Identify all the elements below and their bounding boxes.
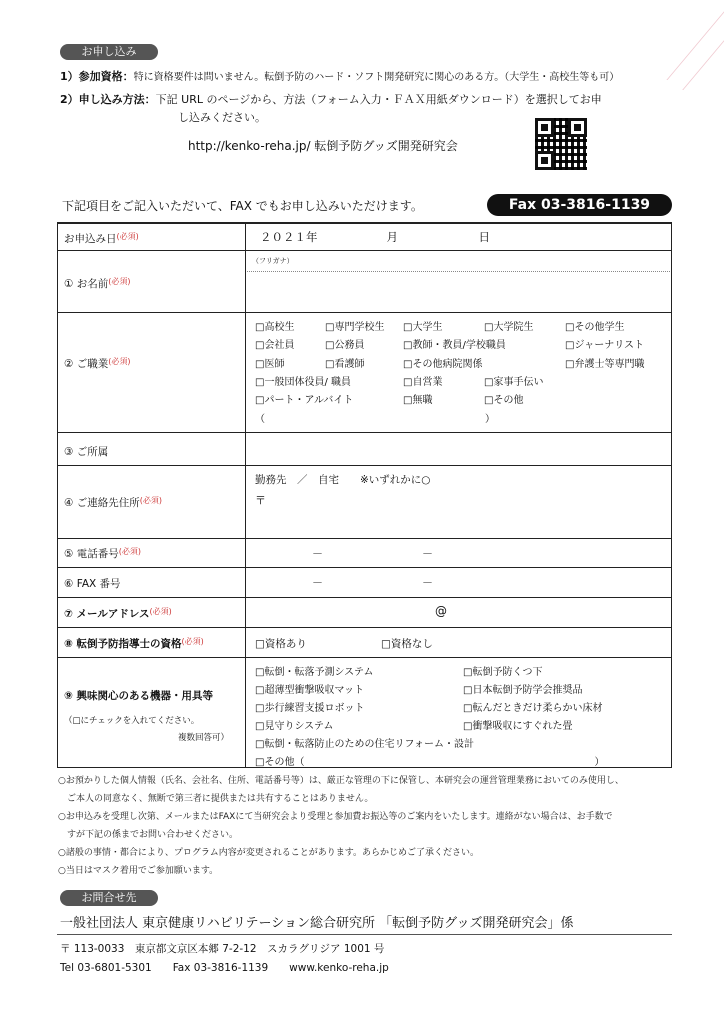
job-option-graduate[interactable]: □大学院生 xyxy=(484,322,534,333)
interest-option-monitoring[interactable]: □見守りシステム xyxy=(255,721,334,732)
note-line: ○お申込みを受理し次第、メールまたはFAXにて当研究会より受理と参加費お振込等のご案内をいたします。連絡がない場合は、お手数で xyxy=(58,812,613,822)
job-other-field[interactable]: （ ） xyxy=(255,414,495,425)
affiliation-label: ③ ご所属 xyxy=(64,446,109,458)
furigana-label: （フリガナ） xyxy=(252,257,294,265)
job-option-org-staff[interactable]: □一般団体役員/ 職員 xyxy=(255,377,351,388)
name-label: ① お名前$^{(必須)}$ xyxy=(64,277,131,290)
note-line: ○諸般の事情・都合により、プログラム内容が変更されることがあります。あらかじめご了承ください。 xyxy=(58,848,480,858)
url-link[interactable]: http://kenko-reha.jp/ 転倒予防グッズ開発研究会 xyxy=(188,139,458,153)
interest-note: （□にチェックを入れてください。 xyxy=(64,716,200,726)
contact-address: 〒 113-0033 東京都文京区本郷 7-2-12 スカラグリジア 1001 号 xyxy=(60,943,385,955)
contact-heading: お問合せ先 xyxy=(60,890,158,906)
eligibility-label: 1）参加資格： xyxy=(60,70,134,83)
postal-mark: 〒 xyxy=(255,494,266,507)
job-option-part-time[interactable]: □パート・アルバイト xyxy=(255,395,354,406)
method-line xyxy=(60,91,602,107)
note-line: ご本人の同意なく、無断で第三者に提供または共有することはありません。 xyxy=(58,794,374,804)
interest-option-fall-prediction[interactable]: □転倒・転落予測システム xyxy=(255,667,374,678)
method-text: 下記 URL のページから、方法（フォーム入力・ＦＡＸ用紙ダウンロード）を選択してお申 xyxy=(155,93,602,106)
interest-option-robot[interactable]: □歩行練習支援ロボット xyxy=(255,703,365,714)
job-option-hospital[interactable]: □その他病院関係 xyxy=(403,359,483,370)
interest-option-other[interactable]: □その他（ ） xyxy=(255,757,605,768)
contact-tel-fax-web[interactable]: Tel 03-6801-5301 Fax 03-3816-1139 www.kenko-reha.jp xyxy=(60,962,389,974)
method-label: 2）申し込み方法： xyxy=(60,93,156,106)
interest-option-tatami[interactable]: □衝撃吸収にすぐれた畳 xyxy=(463,721,573,732)
interest-label: ⑨ 興味関心のある機器・用具等 xyxy=(64,690,214,702)
interest-option-floor[interactable]: □転んだときだけ柔らかい床材 xyxy=(463,703,603,714)
note-line: ○お預かりした個人情報（氏名、会社名、住所、電話番号等）は、厳正な管理の下に保管し、本研究会の運営管理業務においてのみ使用し、 xyxy=(58,776,624,786)
apply-heading: お申し込み xyxy=(60,44,158,60)
job-option-self-employed[interactable]: □自営業 xyxy=(403,377,443,388)
email-field[interactable]: @ xyxy=(435,604,447,618)
date-label: お申込み日$^{(必須)}$ xyxy=(64,232,139,245)
method-text-cont: し込みください。 xyxy=(178,111,266,124)
eligibility-text: 特に資格要件は問いません。転倒予防のハード・ソフト開発研究に関心のある方。（大学生・高校生等も可） xyxy=(133,72,620,83)
job-option-company[interactable]: □会社員 xyxy=(255,340,295,351)
address-label: ④ ご連絡先住所$^{(必須)}$ xyxy=(64,496,163,509)
eligibility-line xyxy=(60,68,619,84)
job-option-housework[interactable]: □家事手伝い xyxy=(484,377,544,388)
job-option-lawyer[interactable]: □弁護士等専門職 xyxy=(565,359,645,370)
interest-option-mat[interactable]: □超薄型衝撃吸収マット xyxy=(255,685,365,696)
interest-note-multi: 複数回答可） xyxy=(178,733,230,743)
job-label: ② ご職業$^{(必須)}$ xyxy=(64,357,131,370)
name-field[interactable] xyxy=(248,273,668,309)
cert-no-checkbox[interactable]: □資格なし xyxy=(381,638,433,650)
fax-intro: 下記項目をご記入いただいて、FAX でもお申し込みいただけます。 xyxy=(62,199,423,213)
date-field[interactable]: ２０２１年 月 日 xyxy=(260,230,490,244)
job-option-nurse[interactable]: □看護師 xyxy=(325,359,365,370)
fax-label: ⑥ FAX 番号 xyxy=(64,578,121,590)
job-option-doctor[interactable]: □医師 xyxy=(255,359,285,370)
note-line: すが下記の係までお問い合わせください。 xyxy=(58,830,239,840)
job-option-civil[interactable]: □公務員 xyxy=(325,340,365,351)
phone-label: ⑤ 電話番号$^{(必須)}$ xyxy=(64,547,142,560)
address-choice[interactable]: 勤務先 ／ 自宅 ※いずれかに○ xyxy=(255,474,431,486)
job-option-university[interactable]: □大学生 xyxy=(403,322,443,333)
contact-org: 一般社団法人 東京健康リハビリテーション総合研究所 「転倒予防グッズ開発研究会」係 xyxy=(60,916,574,931)
interest-option-reform[interactable]: □転倒・転落防止のための住宅リフォーム・設計 xyxy=(255,739,474,750)
job-option-teacher[interactable]: □教師・教員/学校職員 xyxy=(403,340,506,351)
fax-number-badge: Fax 03-3816-1139 xyxy=(487,194,672,216)
job-option-other[interactable]: □その他 xyxy=(484,395,524,406)
cert-label: ⑧ 転倒予防指導士の資格$^{(必須)}$ xyxy=(64,637,204,650)
qr-code xyxy=(535,118,587,170)
job-option-highschool[interactable]: □高校生 xyxy=(255,322,295,333)
email-label: ⑦ メールアドレス$^{(必須)}$ xyxy=(64,607,172,620)
fax-field[interactable]: － － xyxy=(312,576,433,589)
address-field[interactable] xyxy=(270,490,668,534)
affiliation-field[interactable] xyxy=(248,435,668,463)
job-option-journalist[interactable]: □ジャーナリスト xyxy=(565,340,645,351)
interest-option-recommended[interactable]: □日本転倒予防学会推奨品 xyxy=(463,685,583,696)
phone-field[interactable]: － － xyxy=(312,547,433,560)
note-line: ○当日はマスク着用でご参加願います。 xyxy=(58,866,219,876)
job-option-other-student[interactable]: □その他学生 xyxy=(565,322,625,333)
interest-option-socks[interactable]: □転倒予防くつ下 xyxy=(463,667,543,678)
job-option-vocational[interactable]: □専門学校生 xyxy=(325,322,385,333)
job-option-unemployed[interactable]: □無職 xyxy=(403,395,433,406)
cert-yes-checkbox[interactable]: □資格あり xyxy=(255,638,307,650)
